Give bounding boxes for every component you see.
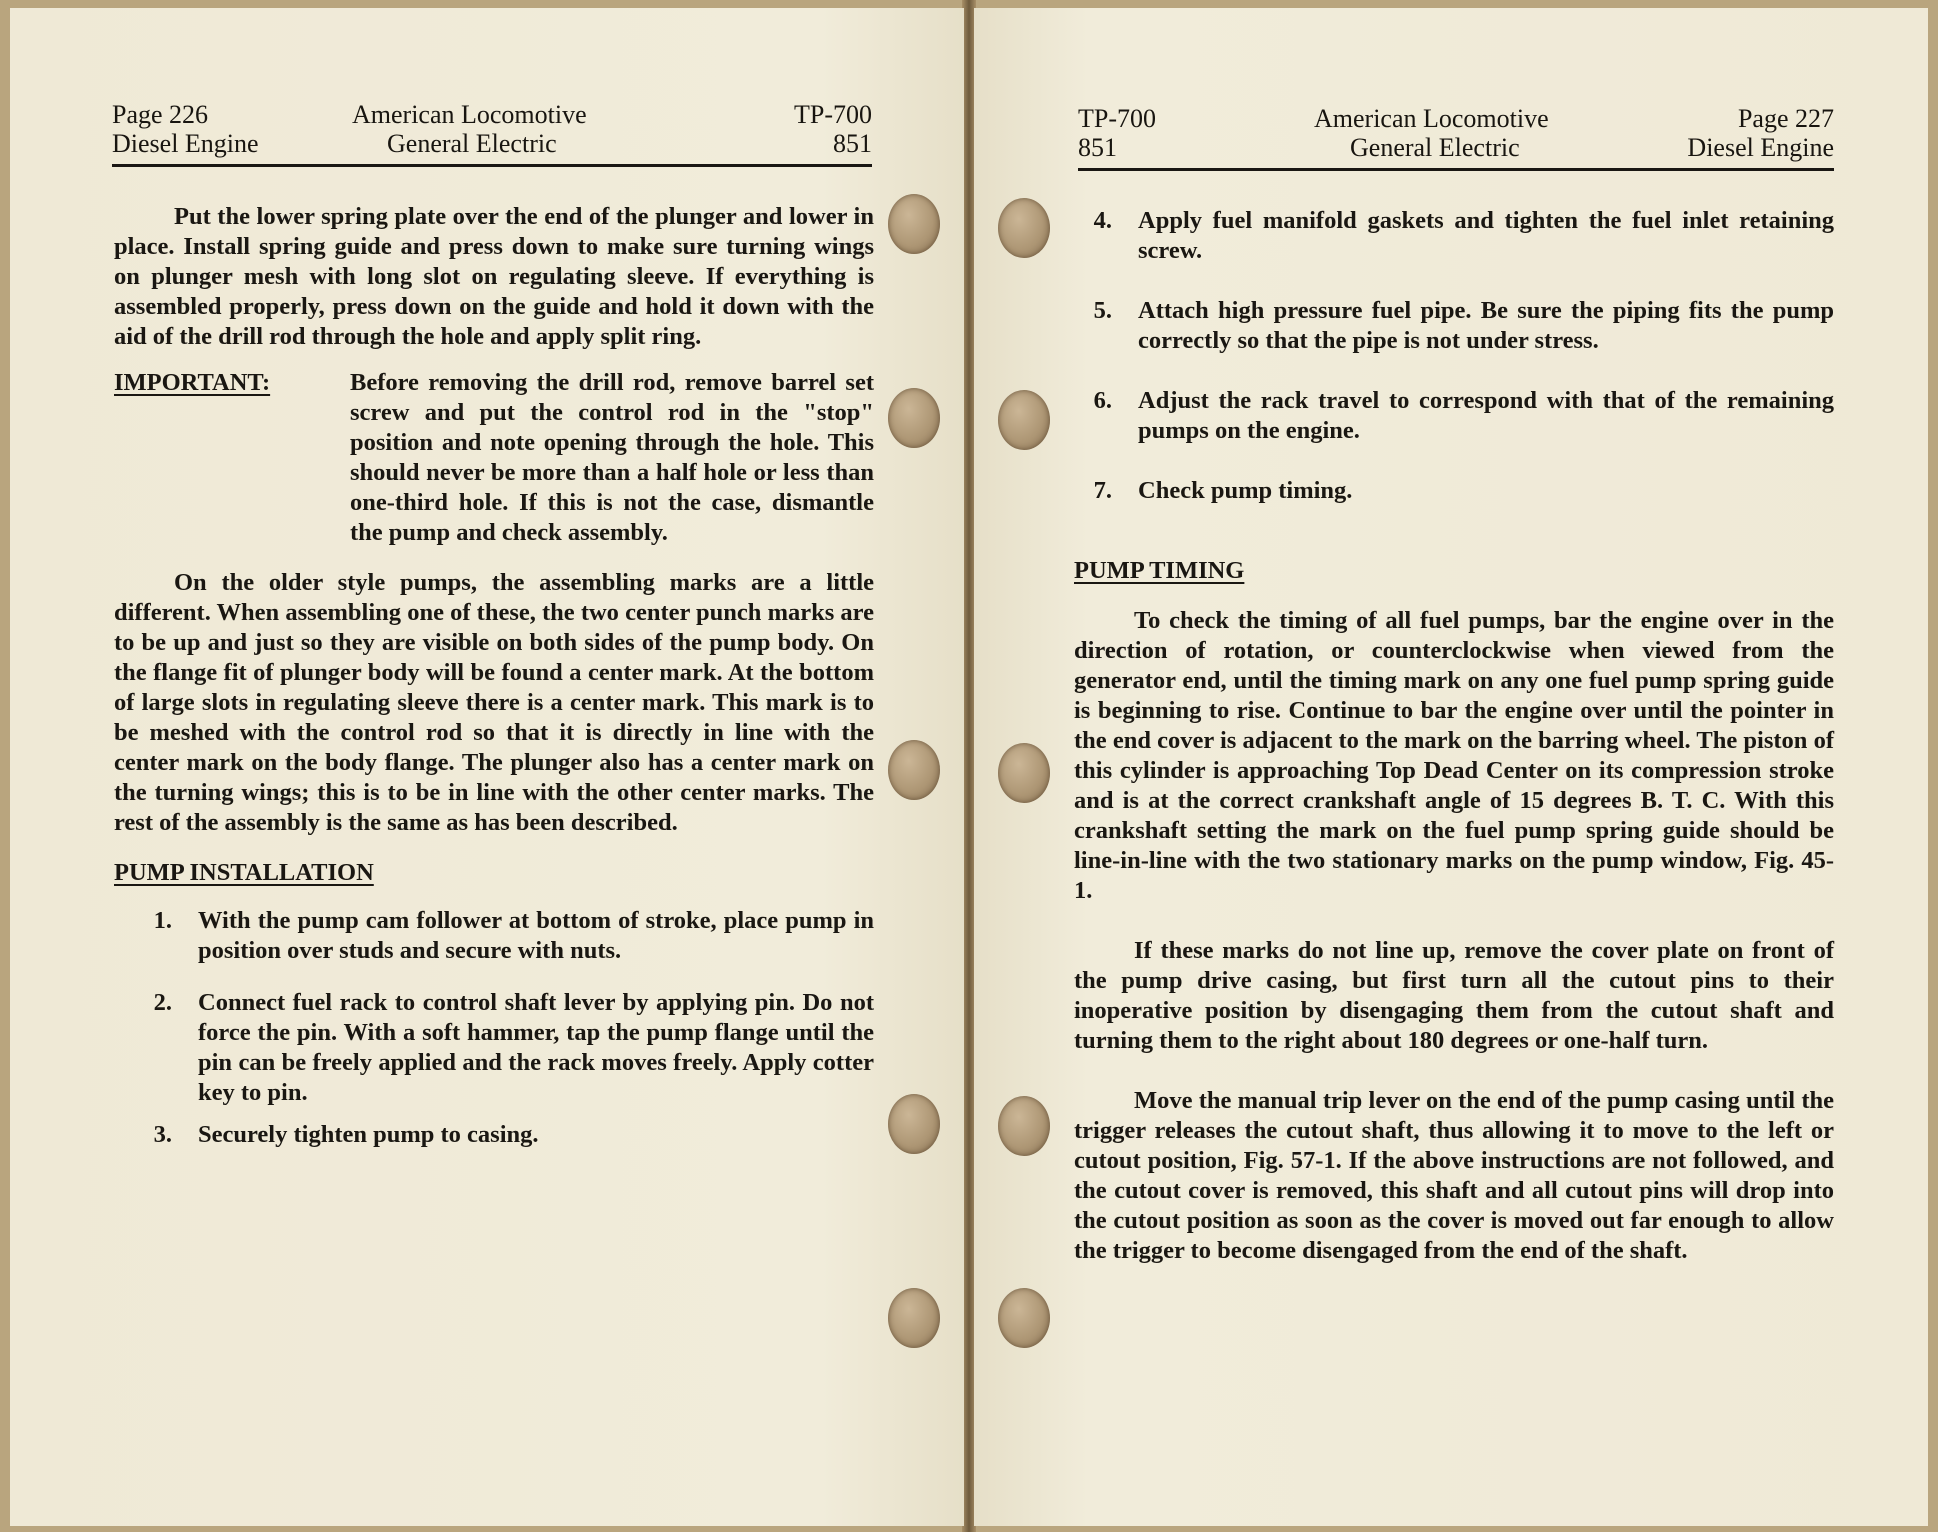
list-item: 1. With the pump cam follower at bottom of stroke, place pump in position over studs and secure with nuts. <box>153 907 874 964</box>
list-item: 3. Securely tighten pump to casing. <box>153 1121 539 1148</box>
section-heading: PUMP INSTALLATION <box>114 859 374 886</box>
doc-number: TP-700 <box>1078 104 1156 133</box>
right-page <box>974 8 1928 1526</box>
important-note <box>114 368 874 548</box>
binder-hole <box>998 1096 1050 1156</box>
install-list <box>114 906 874 1150</box>
left-page <box>10 8 964 1526</box>
binder-hole <box>998 743 1050 803</box>
list-item: 2. Connect fuel rack to control shaft lever by applying pin. Do not force the pin. With a soft hammer, tap the pump flange until the pin can be freely applied and the rack moves freely. Apply cotter key to pin. <box>153 989 874 1106</box>
binder-hole <box>888 740 940 800</box>
important-label: IMPORTANT: <box>114 369 271 396</box>
important-text: Before removing the drill rod, remove barrel set screw and put the control rod in the "stop" position and note opening through the hole. This should never be more than a half hole or less than one-third hole. If this is not the case, dismantle the pump and check assembly. <box>350 369 874 546</box>
doc-number: TP-700 <box>794 100 872 129</box>
right-page-header <box>1078 104 1834 171</box>
page-subject: Diesel Engine <box>1687 133 1834 162</box>
binder-hole <box>888 1094 940 1154</box>
page-subject: Diesel Engine <box>112 129 259 158</box>
section-heading: PUMP TIMING <box>1074 557 1245 584</box>
left-page-header <box>112 100 872 167</box>
paragraph: Put the lower spring plate over the end of the plunger and lower in place. Install spring guide and press down to make sure turning wings on plunger mesh with long slot on regulating sleeve. If everything is assembled properly, press down on the guide and hold it down with the aid of the drill rod through the hole and apply split ring. <box>114 203 874 350</box>
paragraph: To check the timing of all fuel pumps, bar the engine over in the direction of rotation, or counterclockwise when viewed from the generator end, until the timing mark on any one fuel pump spring guide is beginning to rise. Continue to bar the engine over until the pointer in the end cover is adjacent to the mark on the barring wheel. The piston of this cylinder is approaching Top Dead Center on its compression stroke and is at the correct crankshaft angle of 15 degrees B. T. C. With this crankshaft setting the mark on the fuel pump spring guide should be line-in-line with the two stationary marks on the pump window, Fig. 45-1. <box>1074 607 1834 904</box>
left-body <box>114 202 874 1150</box>
paragraph: On the older style pumps, the assembling marks are a little different. When assembling one of these, the two center punch marks are to be up and just so they are visible on both sides of the pump body. On the flange fit of plunger body will be found a center mark. At the bottom of large slots in regulating sleeve there is a center mark. This mark is to be meshed with the control rod so that it is directly in line with the center mark on the body flange. The plunger also has a center mark on the turning wings; this is to be in line with the other center marks. The rest of the assembly is the same as has been described. <box>114 569 874 836</box>
section-number: 851 <box>1078 133 1117 162</box>
list-item: 5. Attach high pressure fuel pipe. Be sure the piping fits the pump correctly so that the pipe is not under stress. <box>1093 297 1834 354</box>
binder-hole <box>888 388 940 448</box>
paragraph: If these marks do not line up, remove the cover plate on front of the pump drive casing, but first turn all the cutout pins to their inoperative position by disengaging them from the cutout shaft and turning them to the right about 180 degrees or one-half turn. <box>1074 937 1834 1054</box>
list-item: 4. Apply fuel manifold gaskets and tighten the fuel inlet retaining screw. <box>1093 207 1834 264</box>
binder-hole <box>998 390 1050 450</box>
header-title: American Locomotive <box>1314 104 1549 133</box>
header-subtitle: General Electric <box>387 129 557 158</box>
header-subtitle: General Electric <box>1350 133 1520 162</box>
binder-hole <box>888 194 940 254</box>
page-number: Page 227 <box>1737 104 1834 133</box>
binder-hole <box>888 1288 940 1348</box>
right-body <box>1054 206 1834 1266</box>
page-number: Page 226 <box>112 100 209 129</box>
list-item: 7. Check pump timing. <box>1093 477 1353 504</box>
binder-hole <box>998 198 1050 258</box>
paragraph: Move the manual trip lever on the end of the pump casing until the trigger releases the cutout shaft, thus allowing it to move to the left or cutout position, Fig. 57-1. If the above instructions are not followed, and the cutout cover is removed, this shaft and all cutout pins will drop into the cutout position as soon as the cover is moved out far enough to allow the trigger to become disengaged from the end of the shaft. <box>1074 1087 1834 1264</box>
install-list-continued <box>1054 206 1834 506</box>
binder-hole <box>998 1288 1050 1348</box>
list-item: 6. Adjust the rack travel to correspond with that of the remaining pumps on the engine. <box>1093 387 1834 444</box>
section-number: 851 <box>833 129 872 158</box>
header-title: American Locomotive <box>352 100 587 129</box>
